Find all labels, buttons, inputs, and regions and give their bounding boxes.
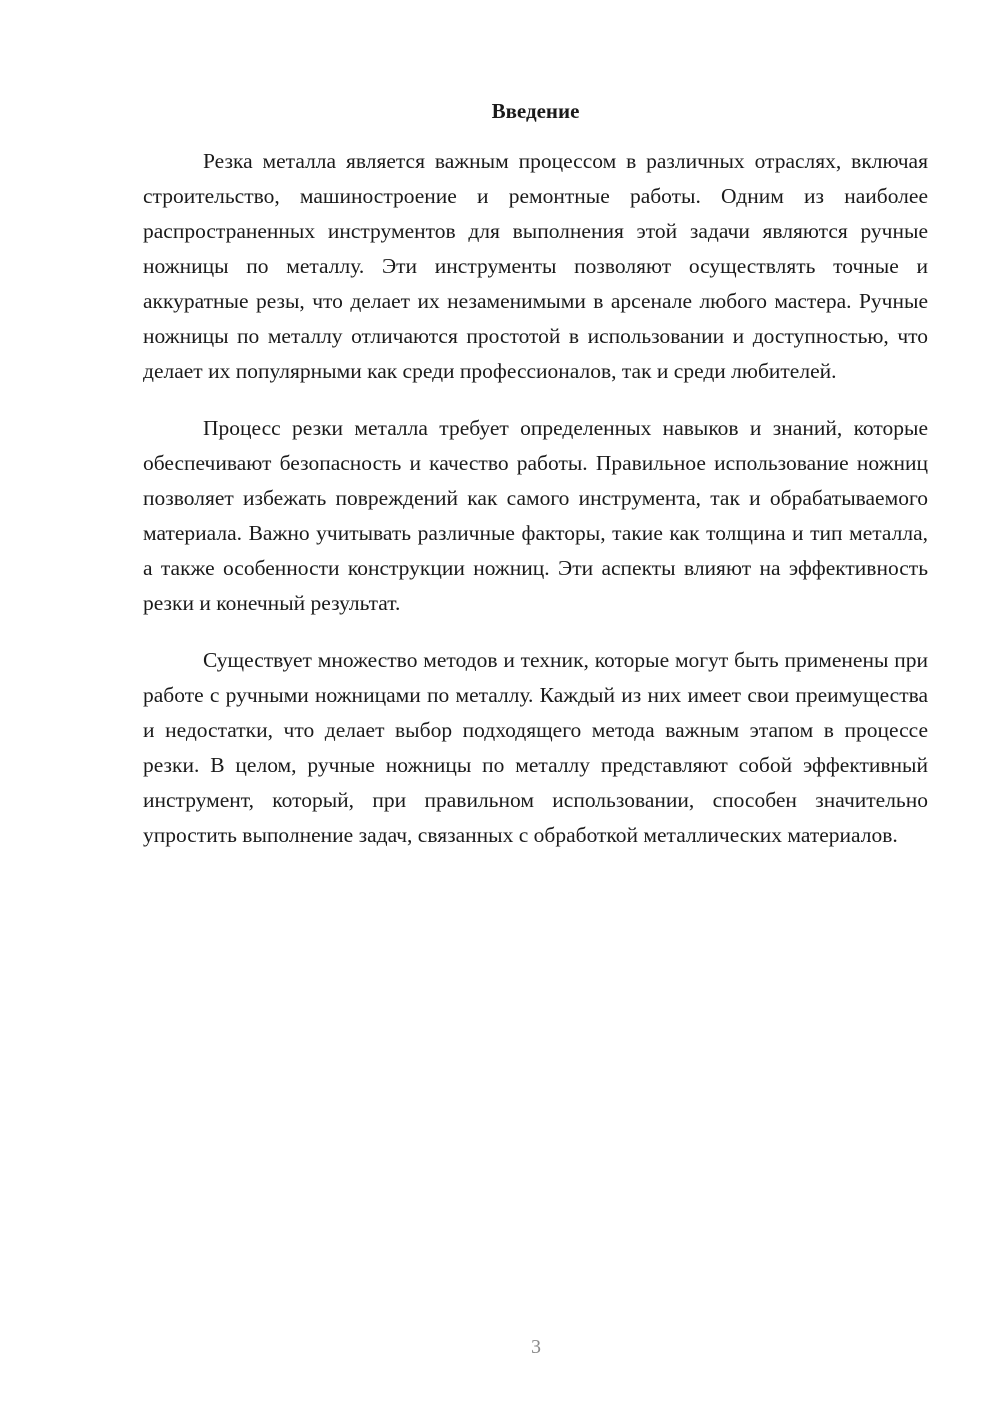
paragraph: Резка металла является важным процессом в различных отраслях, включая строительство, машиностроение и ремонтные работы. Одним из наиболее распространенных инструментов для выполнения этой задачи являются ручные ножницы по металлу. Эти инструменты позволяют осуществлять точные и аккуратные резы, что делает их незаменимыми в арсенале любого мастера. Ручные ножницы по металлу отличаются простотой в использовании и доступностью, что делает их популярными как среди профессионалов, так и среди любителей. (143, 149, 928, 383)
paragraph: Процесс резки металла требует определенных навыков и знаний, которые обеспечивают безопасность и качество работы. Правильное использование ножниц позволяет избежать повреждений как самого инструмента, так и обрабатываемого материала. Важно учитывать различные факторы, такие как толщина и тип металла, а также особенности конструкции ножниц. Эти аспекты влияют на эффективность резки и конечный результат. (143, 416, 928, 615)
section-heading: Введение (491, 99, 580, 123)
paragraph: Существует множество методов и техник, которые могут быть применены при работе с ручными ножницами по металлу. Каждый из них имеет свои преимущества и недостатки, что делает выбор подходящего метода важным этапом в процессе резки. В целом, ручные ножницы по металлу представляют собой эффективный инструмент, который, при правильном использовании, способен значительно упростить выполнение задач, связанных с обработкой металлических материалов. (143, 648, 928, 847)
body-text (143, 144, 928, 875)
page-number: 3 (531, 1336, 541, 1358)
